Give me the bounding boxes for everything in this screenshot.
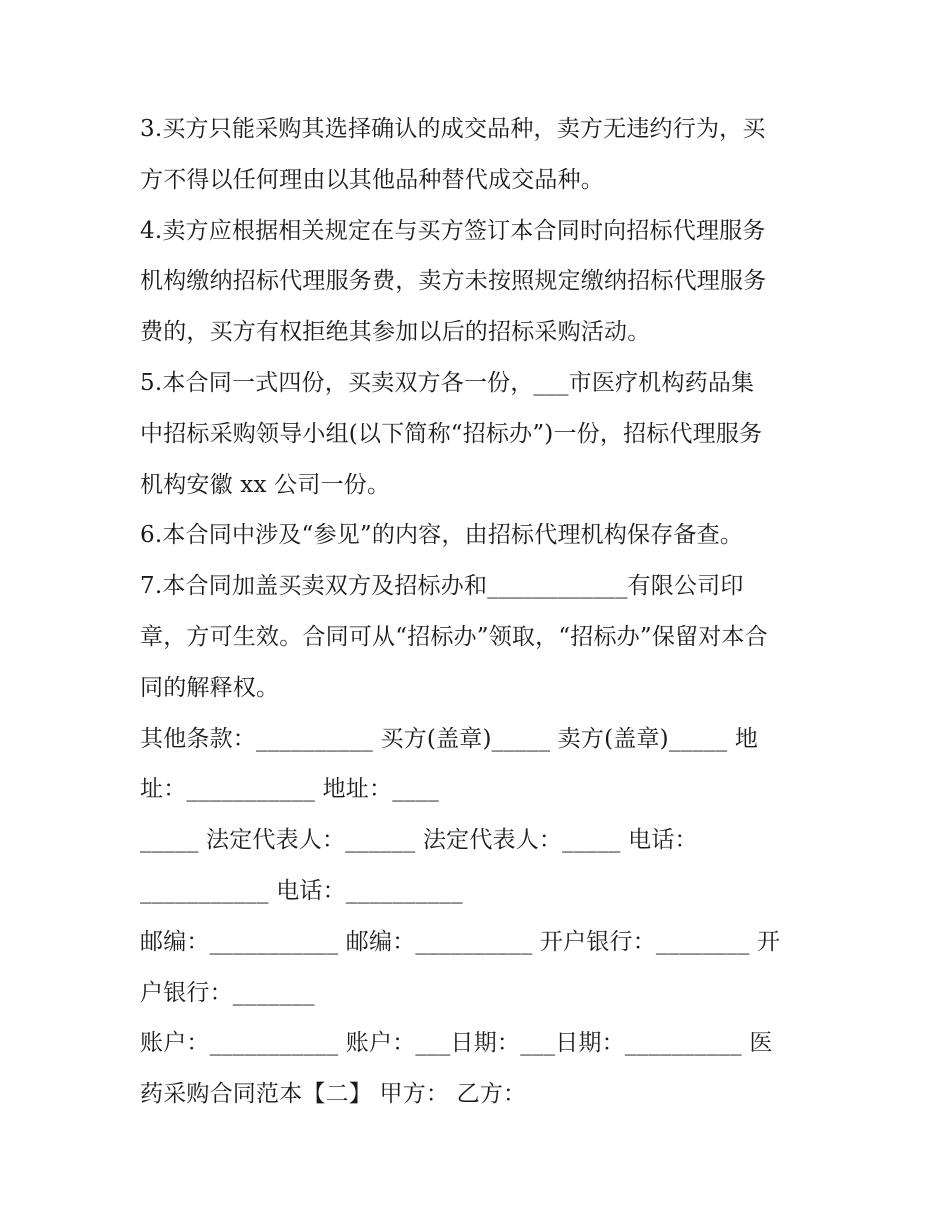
clause-7-line-2: 章，方可生效。合同可从“招标办”领取，“招标办”保留对本合 (140, 623, 768, 650)
clause-5-line-1: 5.本合同一式四份，买卖双方各一份，___市医疗机构药品集 (140, 369, 755, 396)
clause-4-line-2: 机构缴纳招标代理服务费，卖方未按照规定缴纳招标代理服务 (140, 268, 767, 295)
signature-fields-line-6: 户银行：_______ (140, 979, 315, 1006)
clause-5-line-2: 中招标采购领导小组(以下简称“招标办”)一份，招标代理服务 (140, 420, 763, 447)
signature-fields-line-5: 邮编：___________ 邮编：__________ 开户银行：________ 开 (140, 928, 781, 955)
contract-text (140, 104, 820, 1120)
signature-fields-line-7: 账户：___________ 账户：___日期：___日期：__________ 医 (140, 1030, 773, 1057)
clause-6-line-1: 6.本合同中涉及“参见”的内容，由招标代理机构保存备查。 (140, 522, 744, 549)
clause-3-line-2: 方不得以任何理由以其他品种替代成交品种。 (140, 166, 604, 193)
signature-fields-line-4: ___________ 电话：__________ (140, 877, 463, 904)
next-template-heading: 药采购合同范本【二】 甲方： 乙方： (140, 1081, 527, 1108)
signature-fields-line-3: _____ 法定代表人：______ 法定代表人：_____ 电话： (140, 827, 698, 854)
clause-5-line-3: 机构安徽 xx 公司一份。 (140, 471, 391, 498)
signature-fields-line-2: 址：___________ 地址：____ (140, 776, 440, 803)
clause-7-line-1: 7.本合同加盖买卖双方及招标办和____________有限公司印 (140, 573, 744, 600)
signature-fields-line-1: 其他条款：__________ 买方(盖章)_____ 卖方(盖章)_____ 地 (140, 725, 759, 752)
clause-4-line-1: 4.卖方应根据相关规定在与买方签订本合同时向招标代理服务 (140, 217, 766, 244)
clause-4-line-3: 费的，买方有权拒绝其参加以后的招标采购活动。 (140, 319, 651, 346)
clause-7-line-3: 同的解释权。 (140, 674, 280, 701)
clause-3-line-1: 3.买方只能采购其选择确认的成交品种，卖方无违约行为，买 (140, 116, 766, 142)
